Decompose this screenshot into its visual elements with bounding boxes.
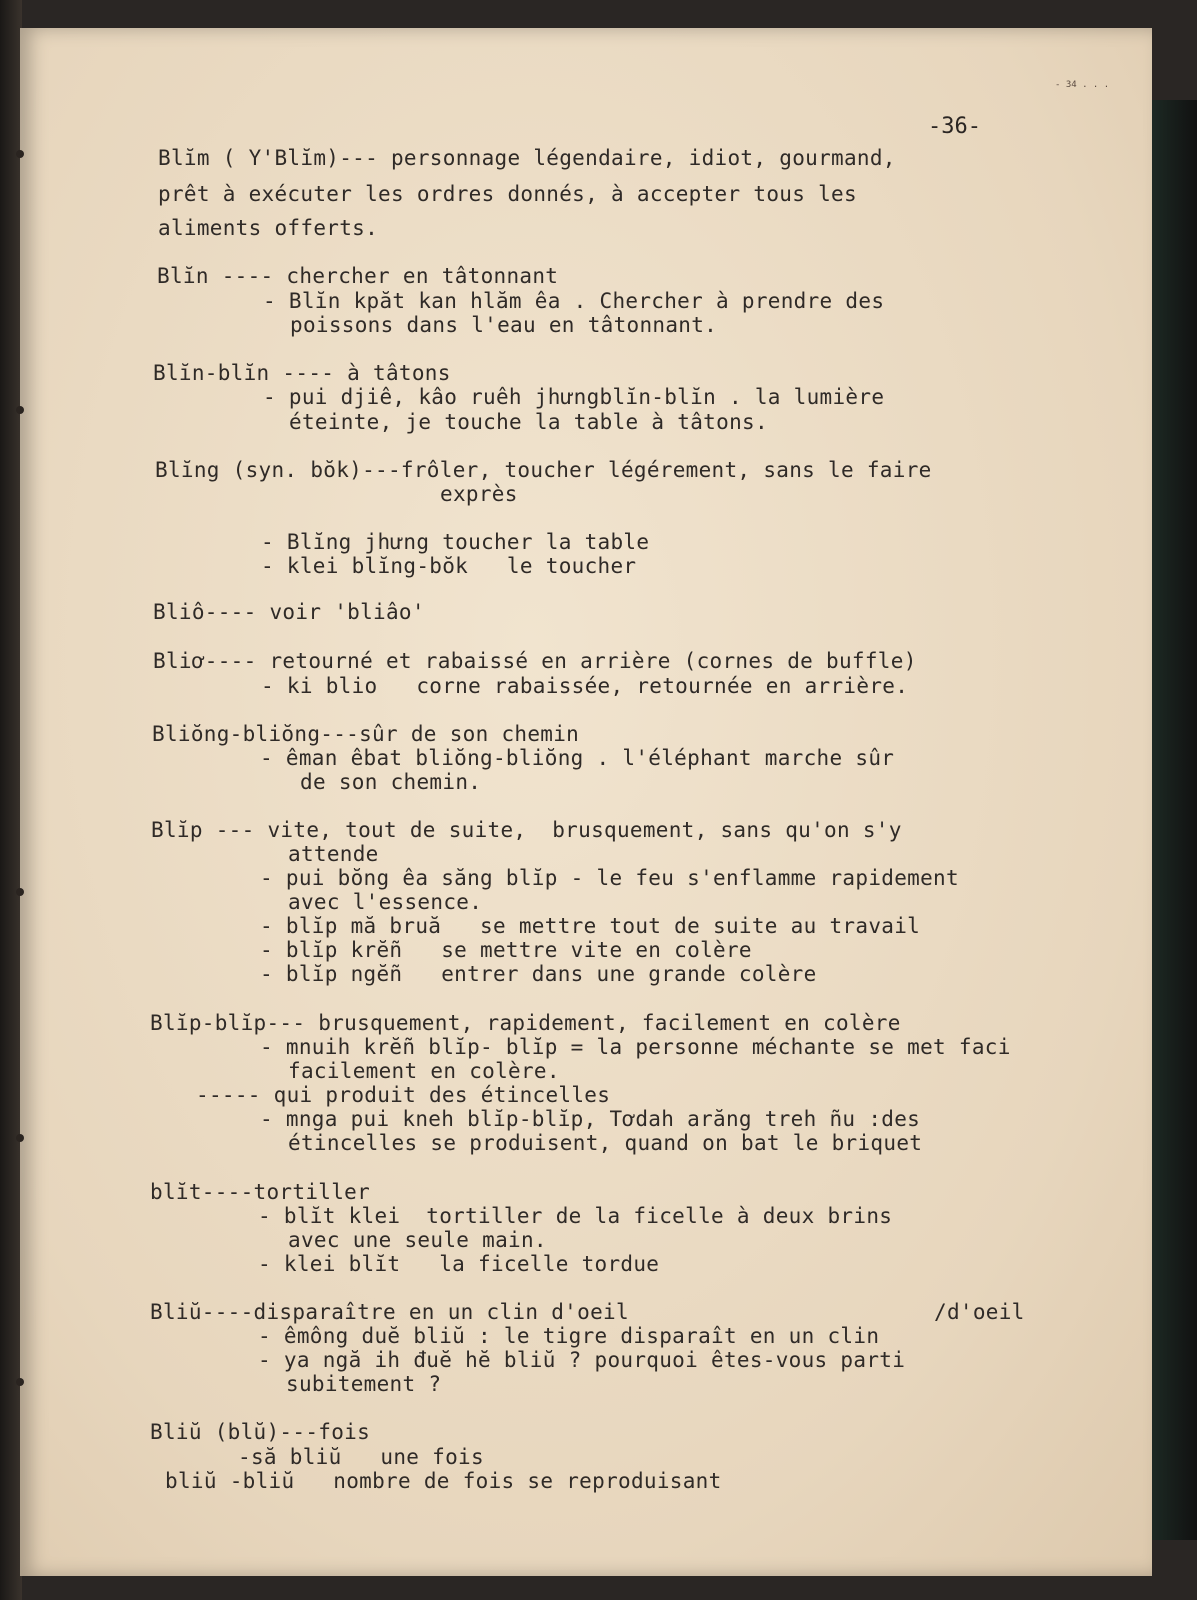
entry-example: - blĭp ngĕñ entrer dans une grande colère — [260, 962, 817, 986]
entry-headline: Bliô---- voir 'bliâo' — [153, 600, 425, 624]
entry-example: - klei blĭt la ficelle tordue — [258, 1252, 660, 1276]
entry-example: - klei blĭng-bŏk le toucher — [261, 554, 637, 578]
binding-hole — [16, 406, 24, 414]
entry-example: - êman êbat bliŏng-bliŏng . l'éléphant marche sûr — [260, 746, 895, 770]
entry-line: attende — [288, 842, 379, 866]
entry-line: prêt à exécuter les ordres donnés, à accepter tous les — [158, 182, 857, 206]
entry-example: - blĭp krĕñ se mettre vite en colère — [260, 938, 752, 962]
entry-line: étincelles se produisent, quand on bat le briquet — [288, 1131, 923, 1155]
entry-example: - blĭp mă bruă se mettre tout de suite au travail — [260, 914, 921, 938]
book-spine-shadow — [0, 0, 22, 1600]
binding-hole — [16, 888, 24, 896]
entry-example: -să bliŭ une fois — [238, 1445, 484, 1469]
binding-hole — [16, 150, 24, 158]
entry-example: - êmông duĕ bliŭ : le tigre disparaît en un clin — [258, 1324, 880, 1348]
entry-line: avec une seule main. — [288, 1228, 547, 1252]
entry-headline: Blĭng (syn. bŏk)---frôler, toucher légérement, sans le faire — [155, 458, 932, 482]
entry-headline: Bliŭ----disparaître en un clin d'oeil — [150, 1300, 629, 1324]
entry-headline: Bliŏng-bliŏng---sûr de son chemin — [152, 722, 580, 746]
entry-headline: Blĭm ( Y'Blĭm)--- personnage légendaire, idiot, gourmand, — [158, 146, 896, 170]
entry-line: avec l'essence. — [288, 890, 483, 914]
binding-hole — [16, 1378, 24, 1386]
entry-line: subitement ? — [286, 1372, 442, 1396]
entry-example: - blĭt klei tortiller de la ficelle à deux brins — [258, 1204, 893, 1228]
entry-example: - ya ngă ih đuĕ hĕ bliŭ ? pourquoi êtes-vous parti — [258, 1348, 906, 1372]
entry-example: - pui bŏng êa săng blĭp - le feu s'enflamme rapidement — [260, 866, 959, 890]
entry-headline: Bliŭ (blŭ)---fois — [150, 1420, 371, 1444]
book-cover-edge — [1150, 100, 1197, 1540]
entry-line: facilement en colère. — [288, 1059, 560, 1083]
page-number: -36- — [928, 114, 981, 139]
entry-example: - mnga pui kneh blĭp-blĭp, Tơdah arăng treh ñu :des — [260, 1107, 921, 1131]
entry-example: - Blĭng jhưng toucher la table — [261, 530, 650, 554]
entry-example: - pui djiê, kâo ruêh jhưngblĭn-blĭn . la lumière — [263, 385, 885, 409]
entry-example: - mnuih krĕñ blĭp- blĭp = la personne méchante se met faci — [260, 1035, 1011, 1059]
entry-headline: Blĭp-blĭp--- brusquement, rapidement, facilement en colère — [150, 1011, 901, 1035]
entry-continuation: /d'oeil — [934, 1300, 1025, 1324]
entry-headline: Blĭn ---- chercher en tâtonnant — [157, 264, 559, 288]
entry-example: bliŭ -bliŭ nombre de fois se reproduisant — [165, 1469, 722, 1493]
entry-example: - ki blio corne rabaissée, retournée en arrière. — [261, 674, 909, 698]
entry-example: - Blĭn kpăt kan hlăm êa . Chercher à prendre des — [263, 289, 885, 313]
entry-line: éteinte, je touche la table à tâtons. — [289, 410, 768, 434]
corner-mark: - 34 . . . — [1055, 80, 1110, 90]
entry-headline: Bliơ---- retourné et rabaissé en arrière (cornes de buffle) — [153, 649, 917, 673]
entry-line: exprès — [440, 482, 518, 506]
entry-line: de son chemin. — [300, 770, 482, 794]
entry-subsense: ----- qui produit des étincelles — [196, 1083, 611, 1107]
entry-headline: Blĭn-blĭn ---- à tâtons — [153, 361, 451, 385]
entry-line: poissons dans l'eau en tâtonnant. — [290, 313, 718, 337]
entry-headline: blĭt----tortiller — [150, 1180, 371, 1204]
entry-headline: Blĭp --- vite, tout de suite, brusquement, sans qu'on s'y — [151, 818, 902, 842]
binding-hole — [16, 1134, 24, 1142]
entry-line: aliments offerts. — [158, 216, 379, 240]
